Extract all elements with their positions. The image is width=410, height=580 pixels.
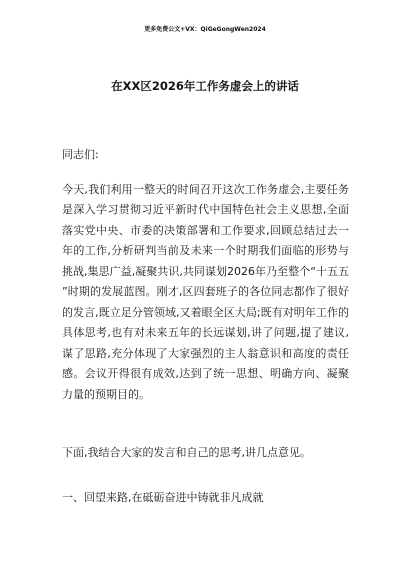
document-title: 在XX区2026年工作务虚会上的讲话 [111, 79, 299, 93]
salutation: 同志们: [62, 148, 99, 161]
section-heading: 一、回望来路,在砥砺奋进中铸就非凡成就 [62, 491, 264, 504]
transition-paragraph: 下面,我结合大家的发言和自己的思考,讲几点意见。 [62, 446, 311, 459]
opening-paragraph: 今天,我们利用一整天的时间召开这次工作务虚会,主要任务是深入学习贯彻习近平新时代中国特色社会主义思想,全面落实党中央、市委的决策部署和工作要求,回顾总结过去一年的工作,分析研判当前及未来一个时期我们面临的形势与挑战,集思广益,凝聚共识,共同谋划2026年乃至整个“十五五”时期的发展蓝图。刚才,区四套班子的各位同志都作了很好的发言,既立足分管领域,又着眼全区大局;既有对明年工作的具体思考,也有对未来五年的长远谋划,讲了问题,提了建议,谋了思路,充分体现了大家强烈的主人翁意识和高度的责任感。会议开得很有成效,达到了统一思想、明确方向、凝聚力量的预期目的。 [62, 183, 349, 401]
header-note: 更多免费公文+VX：QiGeGongWen2024 [144, 26, 266, 33]
